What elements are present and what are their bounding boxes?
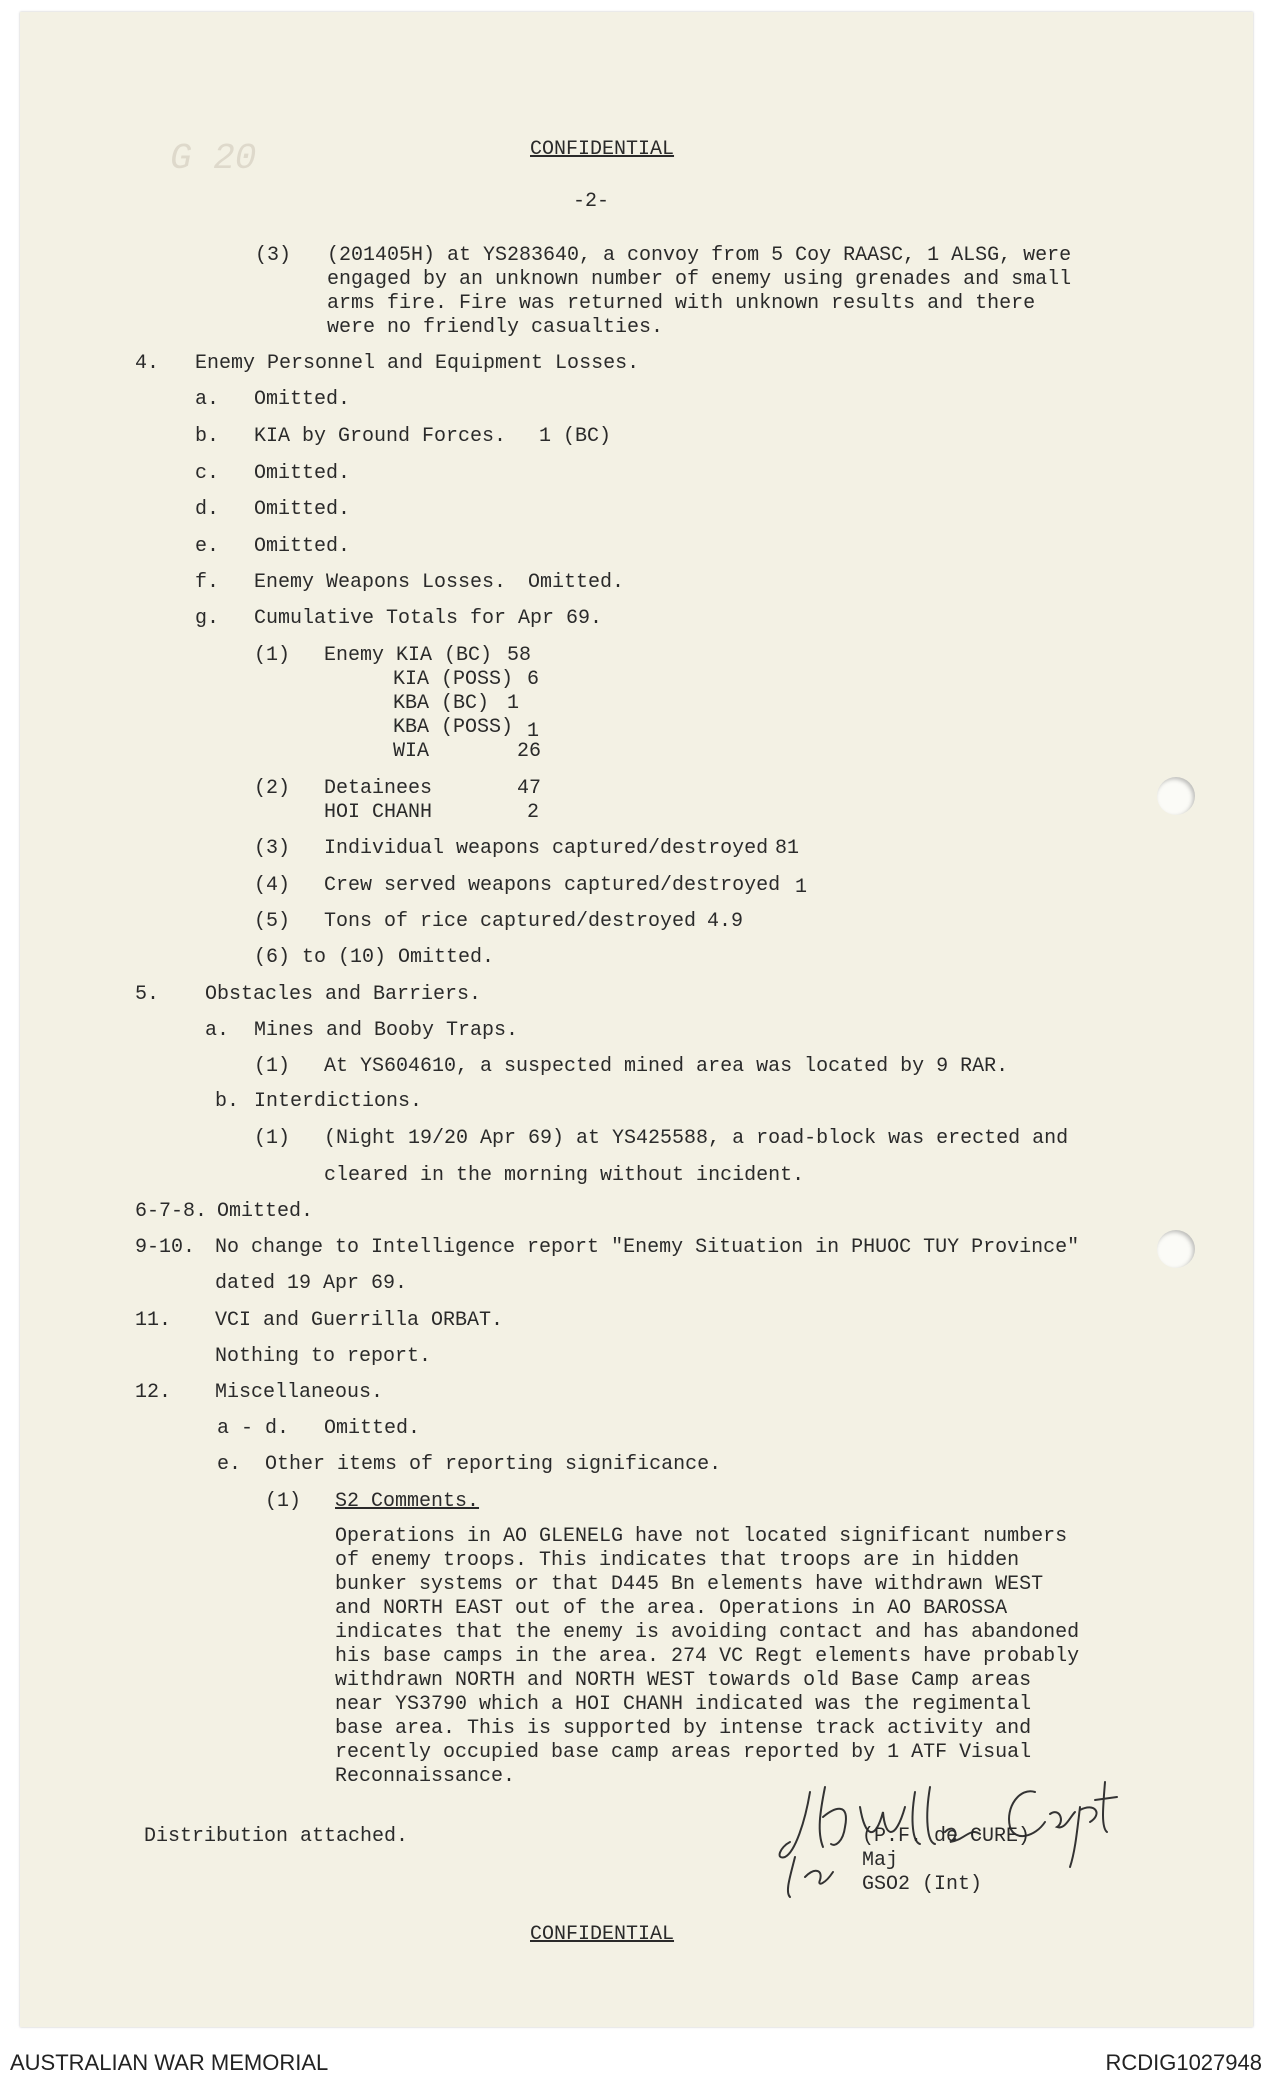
section910-number: 9-10. [135, 1236, 196, 1259]
item-text: Omitted. [254, 462, 351, 485]
document-page [20, 12, 1253, 2027]
item-label: c. [195, 462, 220, 485]
distribution-note: Distribution attached. [144, 1825, 409, 1848]
comment-line: base area. This is supported by intense track activity and [335, 1717, 1032, 1740]
subitem-number: (5) [254, 910, 291, 933]
comment-line: near YS3790 which a HOI CHANH indicated was the regimental [335, 1693, 1032, 1716]
section11-number: 11. [135, 1309, 172, 1332]
item-label: e. [195, 535, 220, 558]
totals-value: 26 [517, 740, 542, 763]
subitem-number: (2) [254, 777, 291, 800]
item-value: 1 (BC) [539, 425, 612, 448]
totals-value: 47 [517, 777, 542, 800]
signatory-post: GSO2 (Int) [862, 1873, 983, 1896]
section12-title: Miscellaneous. [215, 1381, 384, 1404]
para3-line: engaged by an unknown number of enemy using grenades and small [327, 268, 1072, 291]
totals-value: 6 [527, 668, 540, 691]
subitem-text: Individual weapons captured/destroyed [324, 837, 769, 860]
section4-title: Enemy Personnel and Equipment Losses. [195, 352, 640, 375]
item-text: KIA by Ground Forces. [254, 425, 507, 448]
signatory-rank: Maj [862, 1849, 899, 1872]
section5-number: 5. [135, 983, 160, 1006]
item-text: Omitted. [254, 388, 351, 411]
signatory-name: (P.F. de CURE) [862, 1825, 1031, 1848]
pencil-annotation: G 20 [170, 138, 257, 179]
subitem-number: (1) [265, 1490, 302, 1513]
section11-text: Nothing to report. [215, 1345, 432, 1368]
item-text: Omitted. [324, 1417, 421, 1440]
totals-value: 1 [507, 692, 520, 715]
item-text: Cumulative Totals for Apr 69. [254, 607, 603, 630]
archive-credit: AUSTRALIAN WAR MEMORIAL [10, 2050, 329, 2075]
section910-line: No change to Intelligence report "Enemy Situation in PHUOC TUY Province" [215, 1236, 1080, 1259]
subitem-line: (Night 19/20 Apr 69) at YS425588, a road-block was erected and [324, 1127, 1069, 1150]
comment-line: bunker systems or that D445 Bn elements have withdrawn WEST [335, 1573, 1044, 1596]
subitem-text: Tons of rice captured/destroyed [324, 910, 697, 933]
item-label: f. [195, 571, 220, 594]
subitem-number: (1) [254, 1055, 291, 1078]
totals-label: KIA (POSS) [393, 668, 514, 691]
section678-text: Omitted. [217, 1200, 314, 1223]
para3-line: were no friendly casualties. [327, 316, 664, 339]
item-label: d. [195, 498, 220, 521]
subitem-number: (1) [254, 1127, 291, 1150]
confidential-header: CONFIDENTIAL [530, 138, 675, 161]
comment-line: withdrawn NORTH and NORTH WEST towards old Base Camp areas [335, 1669, 1032, 1692]
comment-line: Reconnaissance. [335, 1765, 516, 1788]
punch-hole-bottom [1157, 1230, 1195, 1268]
confidential-footer: CONFIDENTIAL [530, 1923, 675, 1946]
subitem-number: (4) [254, 874, 291, 897]
subitem-text: Crew served weapons captured/destroyed [324, 874, 781, 897]
item-value: Omitted. [528, 571, 625, 594]
comment-line: recently occupied base camp areas reported by 1 ATF Visual [335, 1741, 1032, 1764]
section4-number: 4. [135, 352, 160, 375]
comment-line: his base camps in the area. 274 VC Regt elements have probably [335, 1645, 1080, 1668]
subitem-number: (3) [254, 837, 291, 860]
item-label: a - d. [217, 1417, 290, 1440]
subitem-value: 4.9 [707, 910, 744, 933]
subitem-line: cleared in the morning without incident. [324, 1164, 805, 1187]
totals-label: KBA (POSS) [393, 716, 514, 739]
para3-line: (201405H) at YS283640, a convoy from 5 Coy RAASC, 1 ALSG, were [327, 244, 1072, 267]
totals-label: Enemy KIA (BC) [324, 644, 493, 667]
totals-label: HOI CHANH [324, 801, 433, 824]
totals-label: Detainees [324, 777, 433, 800]
item-label: a. [195, 388, 220, 411]
totals-label: KBA (BC) [393, 692, 490, 715]
item-text: Other items of reporting significance. [265, 1453, 722, 1476]
para3-line: arms fire. Fire was returned with unknown results and there [327, 292, 1036, 315]
item-label: b. [215, 1090, 240, 1113]
comment-line: and NORTH EAST out of the area. Operations in AO BAROSSA [335, 1597, 1008, 1620]
para3-number: (3) [255, 244, 292, 267]
item-label: b. [195, 425, 220, 448]
subitem-text: (6) to (10) Omitted. [254, 946, 495, 969]
section12-number: 12. [135, 1381, 172, 1404]
item-text: Omitted. [254, 498, 351, 521]
item-text: Interdictions. [254, 1090, 423, 1113]
section5-title: Obstacles and Barriers. [205, 983, 482, 1006]
page-number: -2- [573, 190, 610, 213]
punch-hole-top [1157, 777, 1195, 815]
section678-number: 6-7-8. [135, 1200, 208, 1223]
totals-label: WIA [393, 740, 430, 763]
subitem-number: (1) [254, 644, 291, 667]
comment-line: of enemy troops. This indicates that troops are in hidden [335, 1549, 1020, 1572]
item-text: Mines and Booby Traps. [254, 1019, 519, 1042]
item-text: Enemy Weapons Losses. [254, 571, 507, 594]
subitem-text: At YS604610, a suspected mined area was located by 9 RAR. [324, 1055, 1009, 1078]
totals-value: 2 [527, 801, 540, 824]
item-label: a. [205, 1019, 230, 1042]
s2-comments-heading: S2 Comments. [335, 1490, 480, 1513]
subitem-value: 1 [795, 876, 808, 899]
item-label: g. [195, 607, 220, 630]
subitem-value: 81 [775, 837, 800, 860]
item-label: e. [217, 1453, 242, 1476]
section910-line: dated 19 Apr 69. [215, 1272, 408, 1295]
section11-title: VCI and Guerrilla ORBAT. [215, 1309, 504, 1332]
comment-line: indicates that the enemy is avoiding contact and has abandoned [335, 1621, 1080, 1644]
totals-value: 58 [507, 644, 532, 667]
totals-value: 1 [527, 720, 540, 743]
item-text: Omitted. [254, 535, 351, 558]
comment-line: Operations in AO GLENELG have not located significant numbers [335, 1525, 1068, 1548]
archive-record-id: RCDIG1027948 [1105, 2050, 1262, 2075]
